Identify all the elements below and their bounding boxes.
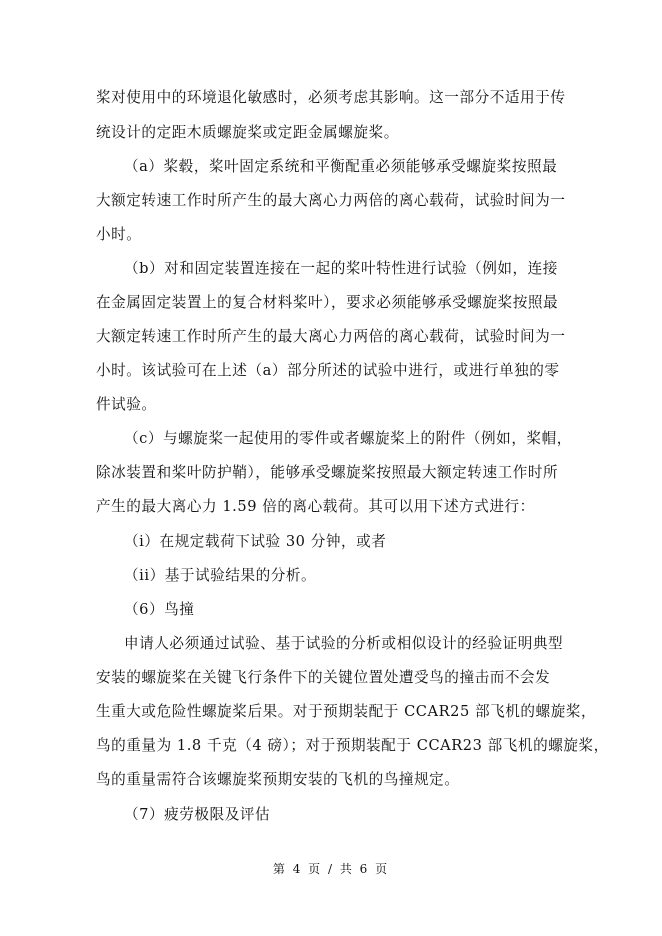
- section-heading: （6）鸟撞: [124, 601, 195, 618]
- text-line: （a）桨毂，桨叶固定系统和平衡配重必须能够承受螺旋桨按照最: [124, 158, 558, 175]
- text-line: 大额定转速工作时所产生的最大离心力两倍的离心载荷，试验时间为一: [96, 328, 566, 345]
- text-line: 大额定转速工作时所产生的最大离心力两倍的离心载荷，试验时间为一: [96, 192, 566, 209]
- text-line: 产生的最大离心力 1.59 倍的离心载荷。其可以用下述方式进行：: [96, 498, 535, 515]
- text-line: 小时。: [96, 226, 142, 243]
- text-line: 鸟的重量为 1.8 千克（4 磅）；对于预期装配于 CCAR23 部飞机的螺旋桨，: [96, 737, 609, 754]
- text-line: 小时。该试验可在上述（a）部分所述的试验中进行，或进行单独的零: [96, 362, 560, 379]
- text-line: （ii）基于试验结果的分析。: [124, 567, 317, 584]
- text-line: （b）对和固定装置连接在一起的桨叶特性进行试验（例如，连接: [124, 260, 558, 277]
- text-line: 除冰装置和桨叶防护鞘），能够承受螺旋桨按照最大额定转速工作时所: [96, 464, 559, 481]
- text-line: 件试验。: [96, 396, 157, 413]
- text-line: 在金属固定装置上的复合材料桨叶），要求必须能够承受螺旋桨按照最: [96, 294, 559, 311]
- text-line: 鸟的重量需符合该螺旋桨预期安装的飞机的鸟撞规定。: [96, 771, 460, 788]
- page-footer: 第 4 页 / 共 6 页: [272, 862, 390, 876]
- section-heading: （7）疲劳极限及评估: [124, 806, 271, 823]
- text-line: 桨对使用中的环境退化敏感时，必须考虑其影响。这一部分不适用于传: [96, 89, 566, 106]
- text-line: 统设计的定距木质螺旋桨或定距金属螺旋桨。: [96, 124, 399, 141]
- text-line: 安装的螺旋桨在关键飞行条件下的关键位置处遭受鸟的撞击而不会发: [96, 669, 551, 686]
- text-line: （i）在规定载荷下试验 30 分钟，或者: [124, 533, 387, 550]
- text-line: 生重大或危险性螺旋桨后果。对于预期装配于 CCAR25 部飞机的螺旋桨，: [96, 703, 597, 720]
- text-line: 申请人必须通过试验、基于试验的分析或相似设计的经验证明典型: [124, 635, 564, 652]
- text-line: （c）与螺旋桨一起使用的零件或者螺旋桨上的附件（例如，桨帽，: [124, 430, 572, 447]
